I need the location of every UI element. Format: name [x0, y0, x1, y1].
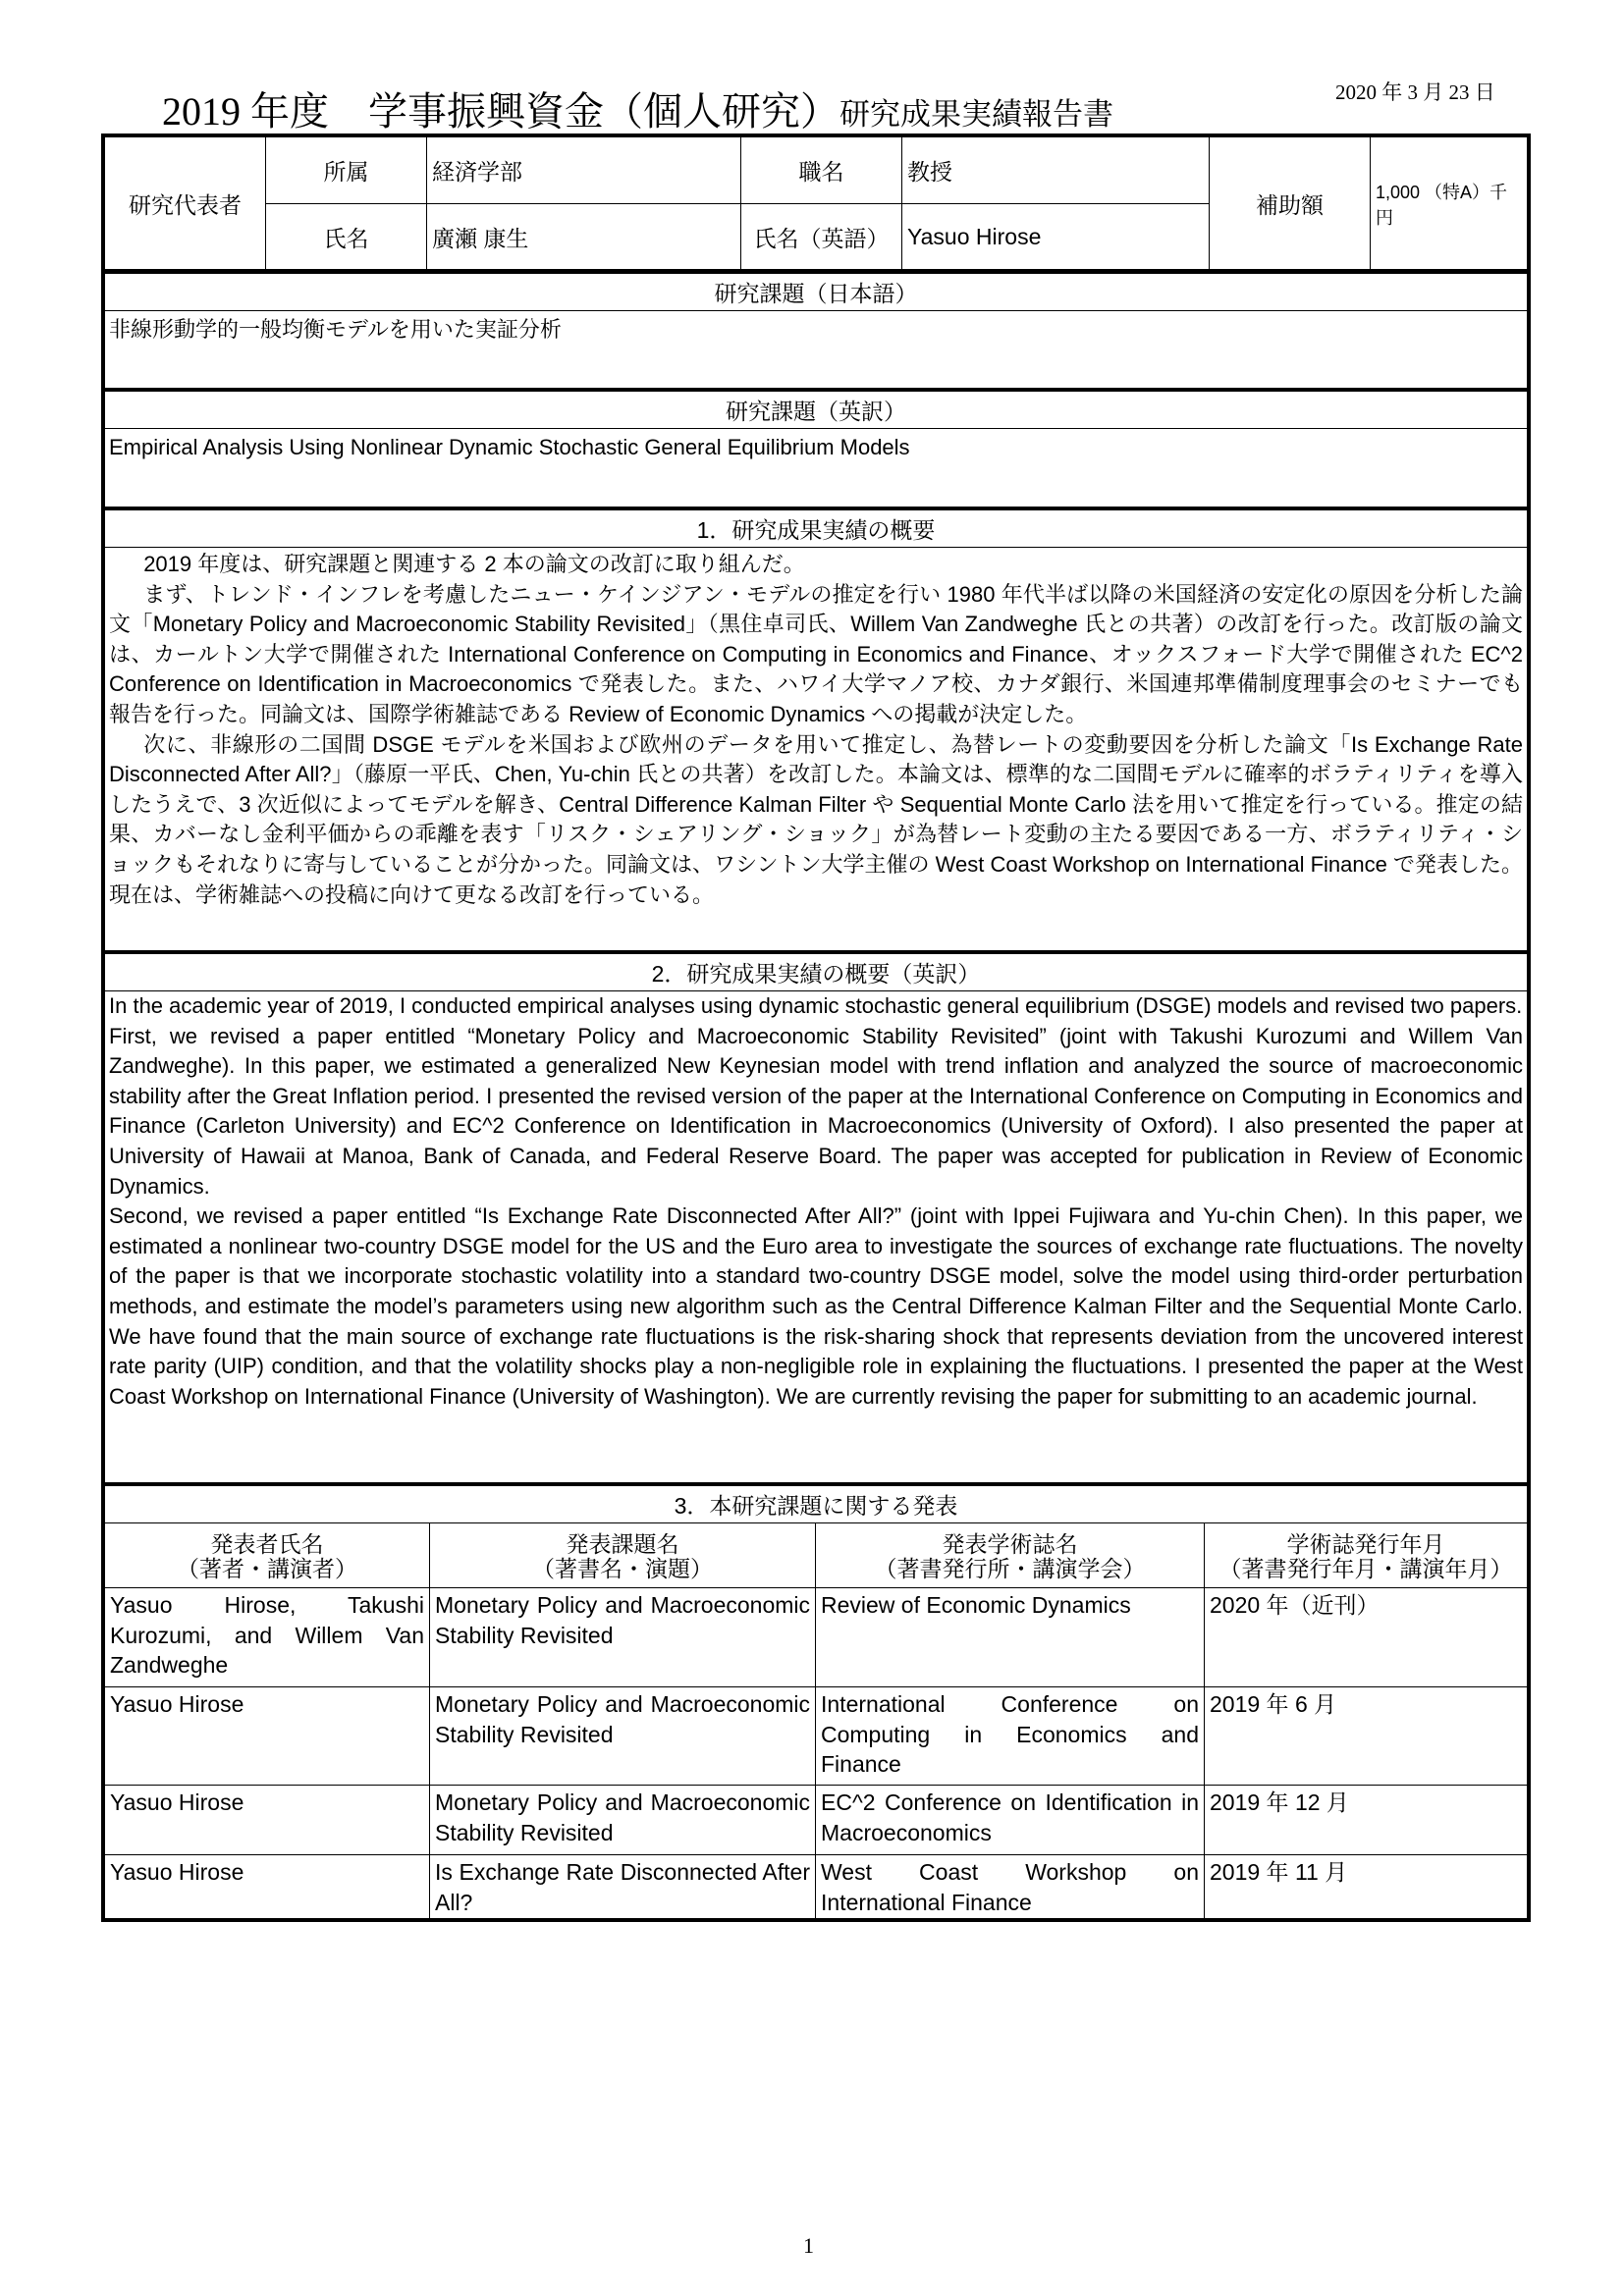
column-header: 学術誌発行年月 （著書発行年月・講演年月） — [1205, 1523, 1527, 1588]
topic-jp-header: 研究課題（日本語） — [105, 274, 1527, 311]
table-cell: West Coast Workshop on International Finance — [816, 1855, 1205, 1918]
page-title — [162, 80, 1113, 136]
table-cell: Review of Economic Dynamics — [816, 1588, 1205, 1687]
topic-jp-text: 非線形動学的一般均衡モデルを用いた実証分析 — [109, 317, 562, 342]
table-cell: Yasuo Hirose — [105, 1855, 430, 1918]
table-cell: Monetary Policy and Macroeconomic Stability Revisited — [430, 1786, 816, 1855]
topic-en-header: 研究課題（英訳） — [105, 392, 1527, 429]
grant-label: 補助額 — [1210, 137, 1371, 271]
affil-label: 所属 — [266, 137, 427, 204]
name-en-value: Yasuo Hirose — [902, 204, 1210, 271]
position-value: 教授 — [902, 137, 1210, 204]
name-label: 氏名 — [266, 204, 427, 271]
table-cell: International Conference on Computing in Economics and Finance — [816, 1687, 1205, 1786]
table-cell: EC^2 Conference on Identification in Macroeconomics — [816, 1786, 1205, 1855]
table-cell: 2020 年（近刊） — [1205, 1588, 1527, 1687]
paragraph: First, we revised a paper entitled “Monetary Policy and Macroeconomic Stability Revisited” (joint with Takushi Kurozumi and Willem Van Zandweghe). In this paper, we estimated a generalized New Keynesian model with trend inflation and analyzed the source of macroeconomic stability after the Great Inflation period. I presented the revised version of the paper at the International Conference on Computing in Economics and Finance (Carleton University) and EC^2 Conference on Identification in Macroeconomics (University of Oxford). I also presented the paper at University of Hawaii at Manoa, Bank of Canada, and Federal Reserve Board. The paper was accepted for publication in Review of Economic Dynamics. — [109, 1023, 1523, 1199]
section3-header: 3．本研究課題に関する発表 — [105, 1486, 1527, 1523]
name-value: 廣瀬 康生 — [427, 204, 741, 271]
section1-header: 1．研究成果実績の概要 — [105, 510, 1527, 548]
topic-en-text: Empirical Analysis Using Nonlinear Dynamic Stochastic General Equilibrium Models — [109, 435, 910, 459]
table-cell: 2019 年 11 月 — [1210, 1859, 1348, 1885]
position-label: 職名 — [741, 137, 902, 204]
column-header: 発表学術誌名 （著書発行所・講演学会） — [816, 1523, 1205, 1588]
grant-value: 1,000 （特A）千円 — [1371, 137, 1527, 271]
table-cell: Is Exchange Rate Disconnected After All? — [430, 1855, 816, 1918]
page-number: 1 — [803, 2233, 814, 2258]
paragraph: In the academic year of 2019, I conducted empirical analyses using dynamic stochastic general equilibrium (DSGE) models and revised two papers. — [109, 993, 1523, 1018]
title-sub: 研究成果実績報告書 — [839, 97, 1113, 132]
name-en-label: 氏名（英語） — [741, 204, 902, 271]
table-cell: 2019 年 6 月 — [1205, 1687, 1527, 1786]
table-cell: Yasuo Hirose — [105, 1687, 430, 1786]
paragraph: Second, we revised a paper entitled “Is Exchange Rate Disconnected After All?” (joint with Ippei Fujiwara and Yu-chin Chen). In this paper, we estimated a nonlinear two-country DSGE model for the US and the Euro area to investigate the sources of exchange rate fluctuations. The novelty of the paper is that we incorporate stochastic volatility into a standard two-country DSGE model, solve the model using third-order perturbation methods, and estimate the model’s parameters using new algorithm such as the Central Difference Kalman Filter and the Sequential Monte Carlo. We have found that the main source of exchange rate fluctuations is the risk-sharing shock that represents deviation from the uncovered interest rate parity (UIP) condition, and that the volatility shocks play a non-negligible role in explaining the fluctuations. I presented the paper at the West Coast Workshop on International Finance (University of Washington). We are currently revising the paper for submitting to an academic journal. — [109, 1203, 1523, 1409]
section1-body — [105, 550, 1527, 910]
paragraph: まず、トレンド・インフレを考慮したニュー・ケインジアン・モデルの推定を行い 1980 年代半ば以降の米国経済の安定化の原因を分析した論文「Monetary Policy and Macroeconomic Stability Revisited」（黒住卓司氏、Willem Van Zandweghe 氏との共著）の改訂を行った。改訂版の論文は、カールトン大学で開催された International Conference on Computing in Economics and Finance、オックスフォード大学で開催された EC^2 Conference on Identification in Macroeconomics で発表した。また、ハワイ大学マノア校、カナダ銀行、米国連邦準備制度理事会のセミナーでも報告を行った。同論文は、国際学術雑誌である Review of Economic Dynamics への掲載が決定した。 — [109, 581, 1523, 726]
column-header: 発表者氏名 （著者・講演者） — [105, 1523, 430, 1588]
rep-label: 研究代表者 — [105, 137, 266, 271]
affil-value: 経済学部 — [427, 137, 741, 204]
report-form — [101, 133, 1531, 1922]
table-cell: 2019 年 12 月 — [1205, 1786, 1527, 1855]
paragraph: 2019 年度は、研究課題と関連する 2 本の論文の改訂に取り組んだ。 — [143, 552, 805, 576]
table-cell: Yasuo Hirose, Takushi Kurozumi, and Willem Van Zandweghe — [105, 1588, 430, 1687]
section2-header: 2．研究成果実績の概要（英訳） — [105, 954, 1527, 991]
table-cell: Monetary Policy and Macroeconomic Stability Revisited — [430, 1588, 816, 1687]
paragraph: 次に、非線形の二国間 DSGE モデルを米国および欧州のデータを用いて推定し、為替レートの変動要因を分析した論文「Is Exchange Rate Disconnected After All?」（藤原一平氏、Chen, Yu-chin 氏との共著）を改訂した。本論文は、標準的な二国間モデルに確率的ボラティリティを導入したうえで、3 次近似によってモデルを解き、Central Difference Kalman Filter や Sequential Monte Carlo 法を用いて推定を行っている。推定の結果、カバーなし金利平価からの乖離を表す「リスク・シェアリング・ショック」が為替レート変動の主たる要因である一方、ボラティリティ・ショックもそれなりに寄与していることが分かった。同論文は、ワシントン大学主催の West Coast Workshop on International Finance で発表した。現在は、学術雑誌への投稿に向けて更なる改訂を行っている。 — [109, 731, 1523, 907]
section2-body — [105, 991, 1527, 1412]
title-main: 2019 年度 学事振興資金（個人研究） — [162, 89, 839, 133]
report-date: 2020 年 3 月 23 日 — [1335, 80, 1495, 104]
column-header: 発表課題名 （著書名・演題） — [430, 1523, 816, 1588]
table-cell: Monetary Policy and Macroeconomic Stability Revisited — [430, 1687, 816, 1786]
table-cell: Yasuo Hirose — [105, 1786, 430, 1855]
